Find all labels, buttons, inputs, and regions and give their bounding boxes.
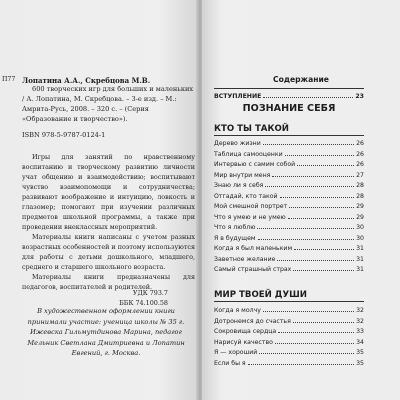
- toc-entry: [214, 242, 364, 252]
- toc-entry-page: 23: [355, 93, 364, 100]
- toc-leader: [263, 97, 353, 98]
- toc-entry-page: 31: [356, 266, 364, 273]
- toc-entry-page: 29: [356, 213, 364, 221]
- toc-entry: [214, 325, 364, 335]
- toc-entry-title: Когда я был маленьким: [214, 245, 293, 252]
- toc-leader: [289, 207, 354, 208]
- design-credits: В художественном оформлении книги принимали участие: ученица школы № 35 г. Ижевска Гильмутдинова Марина, педагог Мельник Светлана Дмитриевна и Лопатин Евгений, г. Москва.: [27, 307, 185, 357]
- toc-entry-title: Заветное желание: [214, 255, 276, 263]
- toc-entry-title: Когда я молчу: [214, 307, 261, 314]
- toc-rule: [214, 135, 364, 136]
- toc-entry-title: Что я умею и не умею: [214, 213, 286, 221]
- toc-leader: [278, 332, 354, 333]
- toc-leader: [297, 165, 354, 166]
- toc-entry-title: Я в будущем: [214, 234, 256, 242]
- toc-entry-title: Знаю ли я себя: [214, 182, 264, 189]
- toc-entry: [214, 336, 364, 346]
- toc-leader: [285, 155, 355, 156]
- toc-leader: [258, 239, 355, 240]
- annotation-paragraph: Материалы книги предназначены для педагогов, воспитателей и родителей.: [22, 273, 195, 291]
- toc-entry: [214, 232, 364, 242]
- toc-leader: [280, 197, 355, 198]
- toc-entry-title: Таблица самооценки: [214, 150, 283, 158]
- toc-entry: [214, 169, 364, 179]
- toc-entry-title: Отгадай, кто такой: [214, 192, 278, 200]
- toc-leader: [259, 353, 354, 354]
- toc-entry-page: 33: [356, 328, 364, 335]
- toc-leader: [293, 270, 354, 271]
- toc-entry-title: Самый страшный страх: [214, 266, 292, 273]
- toc-entry: [214, 357, 364, 367]
- toc-entry: [214, 148, 364, 158]
- toc-entry-page: 26: [356, 161, 364, 168]
- toc-entry-page: 32: [356, 317, 364, 325]
- toc-entry: [214, 211, 364, 221]
- annotation-paragraph: Игры для занятий по нравственному воспитанию и творческому развитию личности учат общению и взаимодействию; воспитывают чувство взаимопомощи и сотрудничества; развивают воображение и интуицию, ловкость и глазомер; помогают при изучении различных предметов школьной программы, а также при проведении внеклассных мероприятий.: [22, 153, 195, 231]
- bibliographic-description: 600 творческих игр для больших и маленьких / А. Лопатина, М. Скребцова. – 3-е изд. – М.: Амрита-Русь, 2008. – 320 с. – (Серия «Образование и творчество»).: [22, 85, 194, 123]
- toc-entry-title: Дотронемся до счастья: [214, 317, 291, 325]
- toc-rule: [214, 88, 364, 89]
- annotation: [22, 152, 195, 292]
- toc-entry-page: 27: [356, 171, 364, 179]
- toc-entry-title: Если бы я: [214, 359, 246, 367]
- toc-leader: [288, 218, 354, 219]
- toc-entry-page: 28: [356, 182, 364, 189]
- toc-leader: [263, 311, 354, 312]
- part-title: ПОЗНАНИЕ СЕБЯ: [242, 103, 336, 114]
- toc-leader: [293, 322, 354, 323]
- toc-entry: [214, 304, 364, 314]
- toc-entry-title: Мой смешной портрет: [214, 203, 288, 210]
- toc-entry-page: 35: [356, 349, 364, 356]
- toc-leader: [257, 228, 354, 229]
- toc-section-title: КТО ТЫ ТАКОЙ: [214, 124, 289, 134]
- toc-entry-page: 28: [356, 192, 364, 200]
- toc-entry: [214, 263, 364, 273]
- bbk-code: ББК 74.100.58: [119, 299, 168, 307]
- toc-entry-page: 26: [356, 150, 364, 158]
- toc-entry-page: 29: [356, 203, 364, 210]
- toc-title: Содержание: [273, 75, 329, 84]
- toc-leader: [248, 364, 354, 365]
- toc-entry: [214, 221, 364, 231]
- toc-entry: [214, 137, 364, 147]
- toc-entry-page: 31: [356, 245, 364, 252]
- right-page: [202, 0, 400, 400]
- toc-entry: [214, 190, 364, 200]
- toc-entry: [214, 158, 364, 168]
- toc-entry-title: Нарисуй качество: [214, 338, 273, 346]
- classification-codes: [119, 288, 168, 308]
- toc-entry-intro: [214, 90, 364, 100]
- toc-leader: [263, 144, 354, 145]
- toc-entry-page: 31: [356, 255, 364, 263]
- toc-entry-title: Дерево жизни: [214, 140, 261, 147]
- toc-entry-title: Я — хороший: [214, 349, 258, 356]
- toc-entry-title: Сокровища сердца: [214, 328, 277, 335]
- toc-entry-title: Мир внутри меня: [214, 171, 271, 179]
- toc-entry-page: 30: [356, 224, 364, 231]
- toc-leader: [294, 249, 354, 250]
- toc-leader: [275, 343, 354, 344]
- toc-entry-page: 35: [356, 359, 364, 367]
- toc-leader: [277, 260, 354, 261]
- authors: Лопатина А.А., Скребцова М.В.: [22, 76, 151, 85]
- toc-entry: [214, 253, 364, 263]
- toc-entry-page: 34: [356, 338, 364, 346]
- toc-entry-title: Что я люблю: [214, 224, 256, 231]
- toc-entry: [214, 346, 364, 356]
- toc-entry-title: ВСТУПЛЕНИЕ: [214, 93, 262, 100]
- library-code: П77: [2, 76, 16, 83]
- toc-section-title: МИР ТВОЕЙ ДУШИ: [214, 290, 307, 300]
- toc-entry-title: Интервью с самим собой: [214, 161, 296, 168]
- toc-entry-page: 30: [356, 234, 364, 242]
- toc-entry-page: 26: [356, 140, 364, 147]
- toc-entry: [214, 179, 364, 189]
- udk-code: УДК 793.7: [132, 289, 168, 297]
- toc-entry: [214, 315, 364, 325]
- toc-leader: [265, 186, 354, 187]
- isbn: ISBN 978-5-9787-0124-1: [22, 131, 106, 139]
- toc-entry: [214, 200, 364, 210]
- left-page: [0, 0, 198, 400]
- toc-entry-page: 32: [356, 307, 364, 314]
- toc-rule: [214, 301, 364, 302]
- toc-leader: [272, 176, 354, 177]
- annotation-paragraph: Материалы книги написаны с учетом разных возрастных особенностей и поэтому используются для работы с детьми дошкольного, младшего, среднего и старшего школьного возраста.: [22, 233, 195, 271]
